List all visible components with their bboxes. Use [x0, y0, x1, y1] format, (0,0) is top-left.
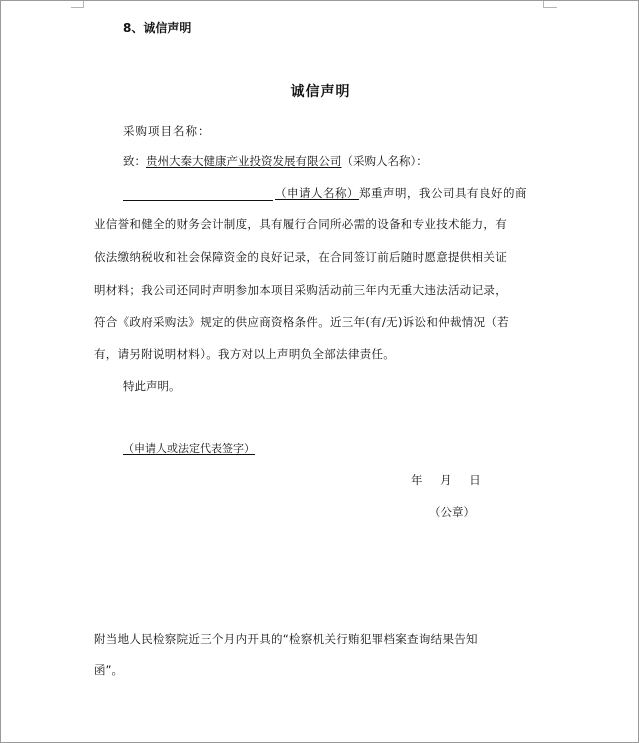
- attachment-note-line: 附当地人民检察院近三个月内开具的“检察机关行贿犯罪档案查询结果告知: [94, 632, 478, 646]
- crop-mark-top-right-vertical: [543, 1, 544, 8]
- applicant-name-hint: （申请人名称）: [275, 186, 359, 200]
- body-line: 明材料；我公司还同时声明参加本项目采购活动前三年内无重大违法活动记录，: [94, 283, 507, 297]
- crop-mark-top-right-horizontal: [543, 7, 557, 8]
- closing-statement: 特此声明。: [123, 379, 181, 393]
- body-line: 依法缴纳税收和社会保障资金的良好记录，在合同签订前后随时愿意提供相关证: [94, 250, 507, 264]
- applicant-name-blank-line: [123, 200, 273, 201]
- date-line: 年 月 日: [411, 473, 481, 487]
- signature-line: （申请人或法定代表签字）: [123, 442, 255, 455]
- crop-mark-top-left-vertical: [83, 1, 84, 8]
- addressee-prefix: 致：: [123, 154, 146, 168]
- project-name-label: 采购项目名称：: [123, 124, 211, 138]
- section-heading: 8、诚信声明: [123, 21, 192, 35]
- addressee-company: 贵州大秦大健康产业投资发展有限公司: [146, 154, 342, 168]
- attachment-note-line: 函”。: [94, 663, 123, 677]
- crop-mark-top-left-horizontal: [71, 7, 83, 8]
- applicant-statement-start: 郑重声明，我公司具有良好的商: [359, 186, 527, 200]
- body-line: 业信誉和健全的财务会计制度，具有履行合同所必需的设备和专业技术能力，有: [94, 217, 507, 231]
- official-seal-label: （公章）: [429, 505, 475, 519]
- addressee-suffix: （采购人名称）：: [341, 154, 428, 168]
- addressee-line: [123, 156, 428, 168]
- body-line: 符合《政府采购法》规定的供应商资格条件。近三年(有/无)诉讼和仲裁情况（若: [94, 315, 509, 329]
- body-line: 有，请另附说明材料）。我方对以上声明负全部法律责任。: [94, 347, 396, 361]
- applicant-statement-line: [275, 188, 527, 200]
- document-title: 诚信声明: [290, 84, 351, 100]
